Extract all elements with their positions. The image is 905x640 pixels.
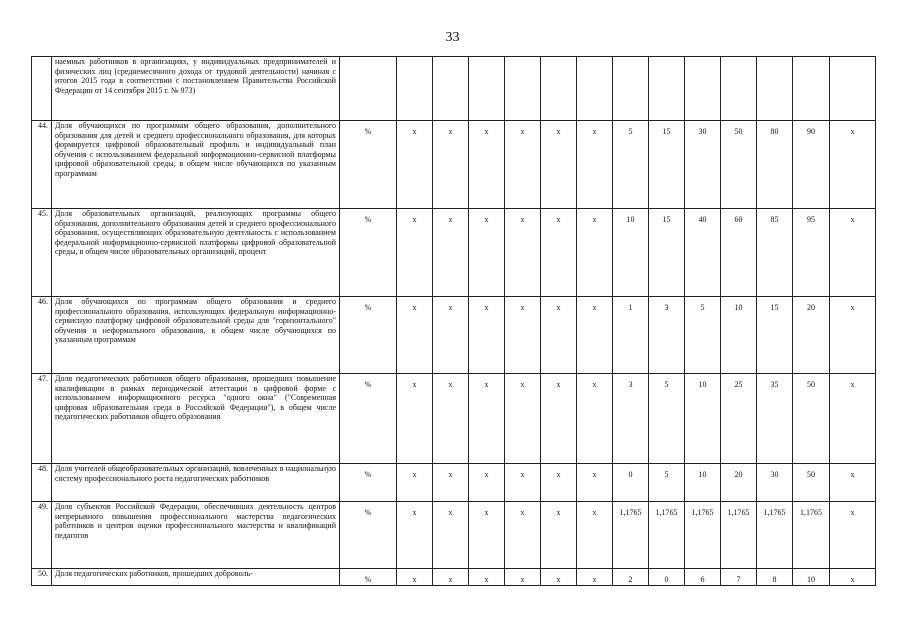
value-cell	[433, 57, 469, 121]
value-cell: x	[397, 569, 433, 586]
row-number-cell: 48.	[32, 464, 52, 502]
value-cell: x	[397, 464, 433, 502]
value-cell: x	[830, 121, 876, 209]
value-cell: 35	[757, 374, 793, 464]
indicator-description: Доля педагогических работников общего образования, прошедших повышение квалификации в рамках периодической аттестации в цифровой форме с использованием информационного ресурса "одного окна" ("Современная цифровая образовательная среда в Российской Федерации"), в общем числе педагогических работников общего образования	[52, 374, 340, 464]
page-number: 33	[445, 30, 460, 45]
value-cell: 30	[757, 464, 793, 502]
value-cell: 90	[793, 121, 830, 209]
value-cell: x	[830, 502, 876, 569]
indicator-description: наемных работников в организациях, у индивидуальных предпринимателей и физических лиц (среднемесячного дохода от трудовой деятельности) начиная с итогов 2015 года в соответствии с постановлением Правительства Российской Федерации от 14 сентября 2015 г. № 973)	[52, 57, 340, 121]
table-body	[32, 57, 876, 586]
value-cell	[613, 57, 649, 121]
value-cell: x	[469, 464, 505, 502]
value-cell: x	[577, 569, 613, 586]
value-cell: x	[397, 374, 433, 464]
value-cell: 1,1765	[721, 502, 757, 569]
value-cell: x	[541, 374, 577, 464]
value-cell: x	[505, 297, 541, 374]
value-cell: x	[577, 121, 613, 209]
value-cell: x	[541, 121, 577, 209]
value-cell	[505, 57, 541, 121]
value-cell	[757, 57, 793, 121]
value-cell: x	[469, 121, 505, 209]
value-cell	[469, 57, 505, 121]
value-cell: x	[433, 121, 469, 209]
value-cell: 10	[721, 297, 757, 374]
value-cell: x	[433, 297, 469, 374]
value-cell: 1,1765	[757, 502, 793, 569]
unit-cell: %	[340, 464, 397, 502]
row-number-cell: 47.	[32, 374, 52, 464]
table-row	[32, 121, 876, 209]
table-row	[32, 569, 876, 586]
value-cell: 15	[649, 209, 685, 297]
value-cell: 6	[685, 569, 721, 586]
value-cell: x	[469, 297, 505, 374]
value-cell: x	[577, 502, 613, 569]
unit-cell: %	[340, 374, 397, 464]
value-cell: 25	[721, 374, 757, 464]
table-row	[32, 374, 876, 464]
value-cell: x	[505, 502, 541, 569]
value-cell: 20	[721, 464, 757, 502]
value-cell	[541, 57, 577, 121]
value-cell: 3	[613, 374, 649, 464]
value-cell	[793, 57, 830, 121]
table-row	[32, 209, 876, 297]
value-cell: x	[505, 464, 541, 502]
value-cell: x	[541, 502, 577, 569]
value-cell: x	[830, 569, 876, 586]
row-number-cell: 46.	[32, 297, 52, 374]
table-row-continued	[32, 57, 876, 121]
value-cell: x	[505, 374, 541, 464]
value-cell: 1,1765	[649, 502, 685, 569]
value-cell: 10	[793, 569, 830, 586]
value-cell: 15	[757, 297, 793, 374]
value-cell: x	[830, 374, 876, 464]
value-cell: x	[469, 209, 505, 297]
value-cell: x	[541, 464, 577, 502]
value-cell: x	[505, 121, 541, 209]
value-cell: x	[830, 297, 876, 374]
value-cell: 50	[793, 464, 830, 502]
unit-cell	[340, 57, 397, 121]
value-cell	[830, 57, 876, 121]
value-cell: 5	[613, 121, 649, 209]
value-cell: 1,1765	[685, 502, 721, 569]
value-cell: 30	[685, 121, 721, 209]
value-cell: x	[397, 502, 433, 569]
value-cell: x	[577, 464, 613, 502]
indicator-description: Доля субъектов Российской Федерации, обеспечивших деятельность центров непрерывного повышения профессионального мастерства педагогических работников и центров оценки профессионального мастерства и квалификаций педагогов	[52, 502, 340, 569]
value-cell: 10	[613, 209, 649, 297]
value-cell: x	[505, 209, 541, 297]
value-cell: 7	[721, 569, 757, 586]
value-cell: x	[830, 464, 876, 502]
unit-cell: %	[340, 121, 397, 209]
value-cell: x	[433, 464, 469, 502]
value-cell: 5	[649, 464, 685, 502]
value-cell: 1,1765	[793, 502, 830, 569]
row-number-cell: 45.	[32, 209, 52, 297]
table-row	[32, 297, 876, 374]
value-cell: x	[397, 297, 433, 374]
indicators-table	[31, 56, 876, 586]
row-number-cell: 44.	[32, 121, 52, 209]
unit-cell: %	[340, 502, 397, 569]
value-cell: 0	[613, 464, 649, 502]
table-row	[32, 464, 876, 502]
value-cell	[577, 57, 613, 121]
value-cell: 60	[721, 209, 757, 297]
value-cell: x	[397, 121, 433, 209]
value-cell: 50	[793, 374, 830, 464]
unit-cell: %	[340, 209, 397, 297]
value-cell: x	[577, 374, 613, 464]
value-cell: 8	[757, 569, 793, 586]
value-cell: x	[397, 209, 433, 297]
value-cell: 3	[649, 297, 685, 374]
indicator-description: Доля обучающихся по программам общего образования и среднего профессионального образования, использующих федеральную информационно-сервисную платформу цифровой образовательной среды для "горизонтального" обучения и неформального образования, в общем числе обучающихся по указанным программам	[52, 297, 340, 374]
unit-cell: %	[340, 297, 397, 374]
value-cell: 20	[793, 297, 830, 374]
value-cell: x	[469, 569, 505, 586]
row-number-cell: 50.	[32, 569, 52, 586]
value-cell: x	[577, 297, 613, 374]
value-cell: 50	[721, 121, 757, 209]
value-cell: 10	[685, 374, 721, 464]
value-cell: x	[541, 209, 577, 297]
value-cell: 80	[757, 121, 793, 209]
value-cell: 0	[649, 569, 685, 586]
value-cell: x	[433, 569, 469, 586]
indicator-description: Доля педагогических работников, прошедших доброволь-	[52, 569, 340, 586]
indicator-description: Доля обучающихся по программам общего образования, дополнительного образования для детей и среднего профессионального образования, для которых формируется цифровой образовательный профиль и индивидуальный план обучения с использованием федеральной информационно-сервисной платформы цифровой образовательной среды, в общем числе обучающихся по указанным программам	[52, 121, 340, 209]
value-cell: x	[505, 569, 541, 586]
value-cell: x	[433, 502, 469, 569]
value-cell: x	[469, 502, 505, 569]
value-cell: x	[433, 374, 469, 464]
value-cell: x	[433, 209, 469, 297]
value-cell: x	[541, 297, 577, 374]
value-cell: x	[469, 374, 505, 464]
indicator-description: Доля образовательных организаций, реализующих программы общего образования, дополнительного образования детей и среднего профессионального образования, осуществляющих образовательную деятельность с использованием федеральной информационно-сервисной платформы цифровой образовательной среды, в общем числе образовательных организаций, процент	[52, 209, 340, 297]
value-cell	[397, 57, 433, 121]
value-cell: 40	[685, 209, 721, 297]
value-cell	[649, 57, 685, 121]
unit-cell: %	[340, 569, 397, 586]
value-cell: x	[830, 209, 876, 297]
indicator-description: Доля учителей общеобразовательных организаций, вовлеченных в национальную систему профессионального роста педагогических работников	[52, 464, 340, 502]
table-row	[32, 502, 876, 569]
value-cell: x	[541, 569, 577, 586]
value-cell: 10	[685, 464, 721, 502]
value-cell: x	[577, 209, 613, 297]
value-cell: 95	[793, 209, 830, 297]
value-cell: 2	[613, 569, 649, 586]
row-number-cell: 49.	[32, 502, 52, 569]
value-cell: 5	[685, 297, 721, 374]
value-cell	[685, 57, 721, 121]
row-number-cell	[32, 57, 52, 121]
value-cell: 85	[757, 209, 793, 297]
value-cell: 1	[613, 297, 649, 374]
value-cell: 1,1765	[613, 502, 649, 569]
value-cell: 5	[649, 374, 685, 464]
value-cell: 15	[649, 121, 685, 209]
value-cell	[721, 57, 757, 121]
